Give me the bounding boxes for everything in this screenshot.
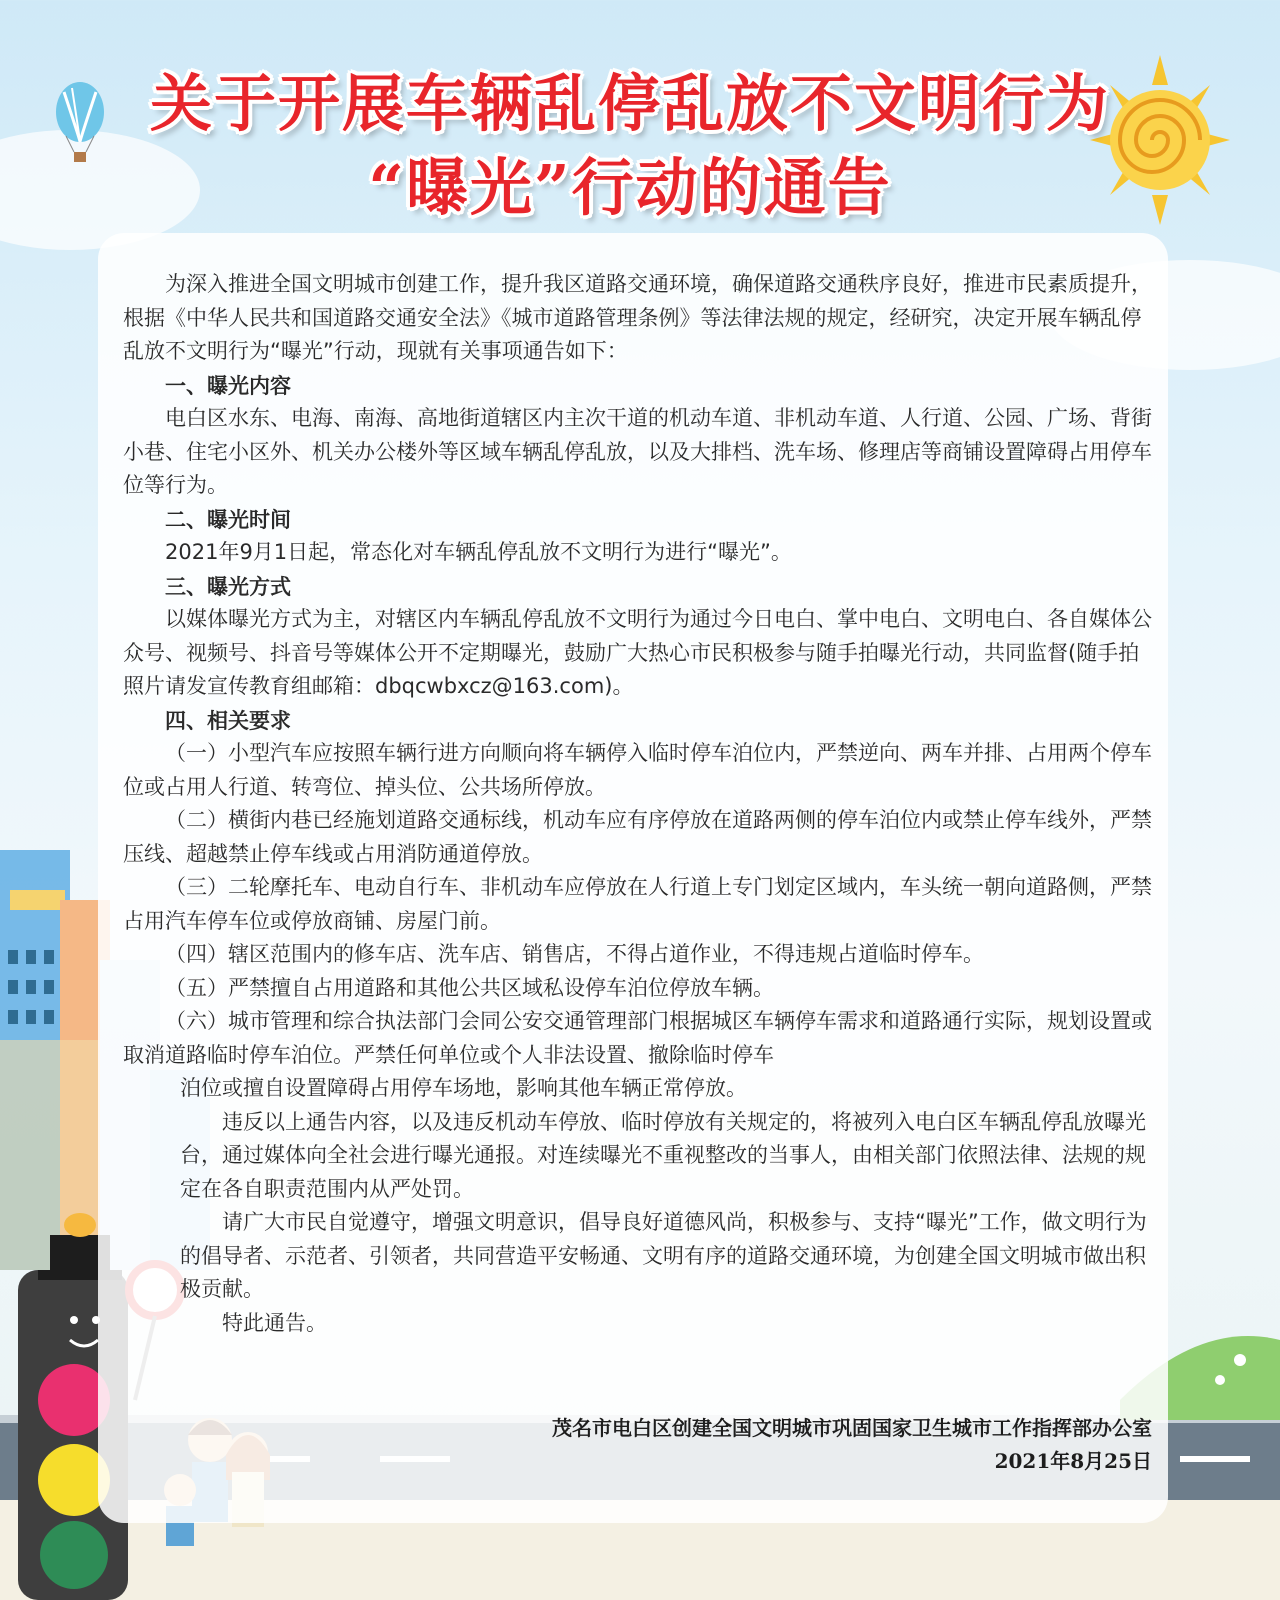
notice-title: [100, 62, 1160, 230]
section-text: 电白区水东、电海、南海、高地街道辖区内主次干道的机动车道、非机动车道、人行道、公园、广场、背街小巷、住宅小区外、机关办公楼外等区域车辆乱停乱放，以及大排档、洗车场、修理店等商铺设置障碍占用停车位等行为。: [123, 406, 1152, 497]
requirement-item: （一）小型汽车应按照车辆行进方向顺向将车辆停入临时停车泊位内，严禁逆向、两车并排、占用两个停车位或占用人行道、转弯位、掉头位、公共场所停放。: [123, 741, 1152, 799]
requirement-item: （四）辖区范围内的修车店、洗车店、销售店，不得占道作业，不得违规占道临时停车。: [165, 942, 984, 966]
requirement-item: （二）横街内巷已经施划道路交通标线，机动车应有序停放在道路两侧的停车泊位内或禁止停车线外，严禁压线、超越禁止停车线或占用消防通道停放。: [123, 808, 1152, 866]
section-heading: 二、曝光时间: [165, 506, 291, 532]
section-text: 以媒体曝光方式为主，对辖区内车辆乱停乱放不文明行为通过今日电白、掌中电白、文明电白、各自媒体公众号、视频号、抖音号等媒体公开不定期曝光，鼓励广大热心市民积极参与随手拍曝光行动，共同监督(随手拍照片请发宣传教育组邮箱：dbqcwbxcz@163.com)。: [123, 607, 1152, 698]
section-heading: 三、曝光方式: [165, 573, 291, 599]
requirement-item: （五）严禁擅自占用道路和其他公共区域私设停车泊位停放车辆。: [165, 975, 774, 1000]
section-heading: 一、曝光内容: [165, 372, 291, 398]
section-heading: 四、相关要求: [165, 707, 291, 733]
requirement-item: （六）城市管理和综合执法部门会同公安交通管理部门根据城区车辆停车需求和道路通行实际，规划设置或取消道路临时停车泊位。严禁任何单位或个人非法设置、撤除临时停车: [123, 1009, 1152, 1067]
issue-date: 2021年8月25日: [994, 1449, 1152, 1473]
violation-paragraph: 违反以上通告内容，以及违反机动车停放、临时停放有关规定的，将被列入电白区车辆乱停乱放曝光台，通过媒体向全社会进行曝光通报。对连续曝光不重视整改的当事人，由相关部门依照法律、法规的规定在各自职责范围内从严处罚。: [180, 1109, 1146, 1201]
closing-text: 特此通告。: [222, 1310, 327, 1335]
appeal-paragraph: 请广大市民自觉遵守，增强文明意识，倡导良好道德风尚，积极参与、支持“曝光”工作，做文明行为的倡导者、示范者、引领者，共同营造平安畅通、文明有序的道路交通环境，为创建全国文明城市做出积极贡献。: [180, 1210, 1147, 1301]
issuing-organization: 茂名市电白区创建全国文明城市巩固国家卫生城市工作指挥部办公室: [552, 1416, 1152, 1440]
section-text: 2021年9月1日起，常态化对车辆乱停乱放不文明行为进行“曝光”。: [165, 540, 792, 564]
signature-block: [552, 1412, 1152, 1478]
intro-paragraph: 为深入推进全国文明城市创建工作，提升我区道路交通环境，确保道路交通秩序良好，推进市民素质提升，根据《中华人民共和国道路交通安全法》《城市道路管理条例》等法律法规的规定，经研究，决定开展车辆乱停乱放不文明行为“曝光”行动，现就有关事项通告如下：: [123, 272, 1152, 363]
title-line-1: 关于开展车辆乱停乱放不文明行为: [149, 67, 1110, 140]
notice-body: [123, 268, 1153, 1340]
requirement-item: （三）二轮摩托车、电动自行车、非机动车应停放在人行道上专门划定区域内，车头统一朝向道路侧，严禁占用汽车停车位或停放商铺、房屋门前。: [123, 875, 1152, 933]
title-line-2: “曝光”行动的通告: [368, 151, 892, 224]
requirement-item-continued: 泊位或擅自设置障碍占用停车场地，影响其他车辆正常停放。: [180, 1076, 747, 1100]
